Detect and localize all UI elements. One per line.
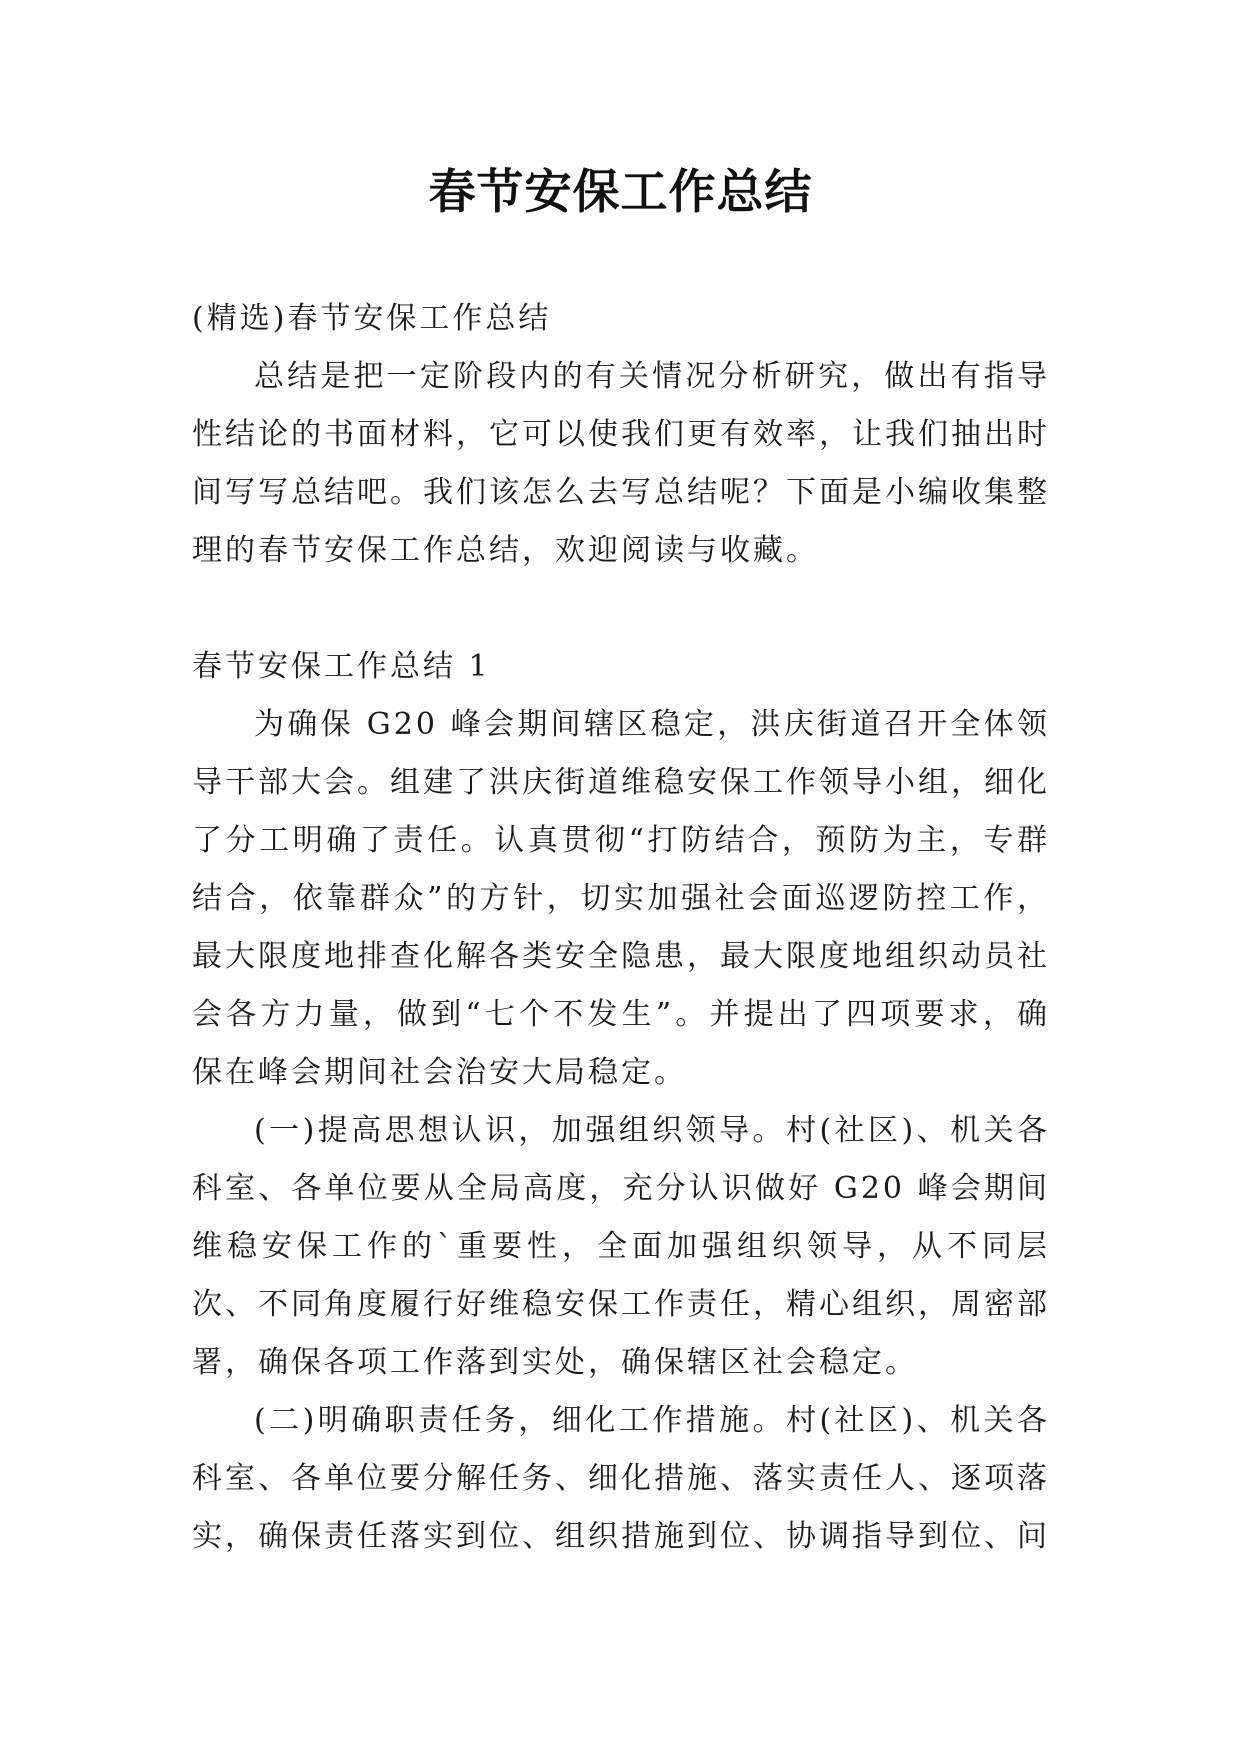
body-paragraph: (一)提高思想认识，加强组织领导。村(社区)、机关各科室、各单位要从全局高度，充分认识做好 G20 峰会期间维稳安保工作的`重要性，全面加强组织领导，从不同层次、不同角度履行好维稳安保工作责任，精心组织，周密部署，确保各项工作落到实处，确保辖区社会稳定。 <box>192 1113 1050 1380</box>
paragraph-spacer <box>192 580 1050 638</box>
body-paragraph: (二)明确职责任务，细化工作措施。村(社区)、机关各科室、各单位要分解任务、细化措施、落实责任人、逐项落实，确保责任落实到位、组织措施到位、协调指导到位、问 <box>192 1403 1050 1554</box>
document-subtitle: (精选)春节安保工作总结 <box>192 301 552 336</box>
document-title: 春节安保工作总结 <box>428 165 813 220</box>
document-body <box>192 290 1050 1566</box>
intro-paragraph: 总结是把一定阶段内的有关情况分析研究，做出有指导性结论的书面材料，它可以使我们更有效率，让我们抽出时间写写总结吧。我们该怎么去写总结呢？下面是小编收集整理的春节安保工作总结，欢迎阅读与收藏。 <box>192 359 1050 568</box>
body-paragraph: 为确保 G20 峰会期间辖区稳定，洪庆街道召开全体领导干部大会。组建了洪庆街道维稳安保工作领导小组，细化了分工明确了责任。认真贯彻“打防结合，预防为主，专群结合，依靠群众”的方针，切实加强社会面巡逻防控工作，最大限度地排查化解各类安全隐患，最大限度地组织动员社会各方力量，做到“七个不发生”。并提出了四项要求，确保在峰会期间社会治安大局稳定。 <box>192 707 1050 1090</box>
section-heading: 春节安保工作总结 1 <box>192 649 491 684</box>
